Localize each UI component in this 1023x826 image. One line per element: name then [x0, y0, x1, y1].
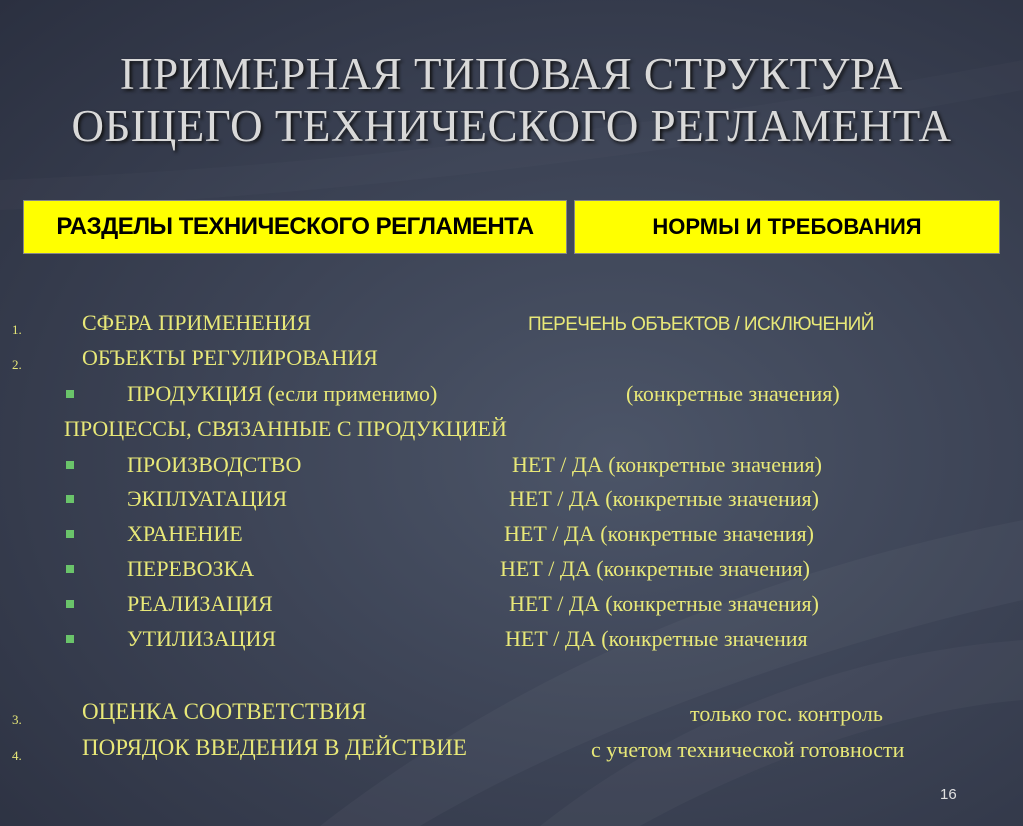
process-value: НЕТ / ДА (конкретные значения)	[509, 591, 819, 616]
item-number: 4.	[12, 748, 22, 763]
process-value: НЕТ / ДА (конкретные значения)	[512, 452, 822, 477]
bullet-icon	[66, 461, 74, 469]
page-title	[0, 48, 1023, 152]
process-value: НЕТ / ДА (конкретные значения	[505, 626, 808, 651]
bullet-icon	[66, 635, 74, 643]
item-number: 3.	[12, 712, 22, 727]
item-value-scope: ПЕРЕЧЕНЬ ОБЪЕКТОВ / ИСКЛЮЧЕНИЙ	[528, 314, 874, 335]
item-label-objects: ОБЪЕКТЫ РЕГУЛИРОВАНИЯ	[82, 345, 378, 370]
process-label: РЕАЛИЗАЦИЯ	[127, 591, 273, 616]
bullet-icon	[66, 600, 74, 608]
bullet-icon	[66, 495, 74, 503]
item-label-scope: СФЕРА ПРИМЕНЕНИЯ	[82, 310, 312, 335]
item-number: 2.	[12, 357, 22, 372]
item-label-enactment: ПОРЯДОК ВВЕДЕНИЯ В ДЕЙСТВИЕ	[82, 735, 467, 760]
header-sections-box: РАЗДЕЛЫ ТЕХНИЧЕСКОГО РЕГЛАМЕНТА	[23, 200, 567, 254]
item-value-conformity: только гос. контроль	[690, 701, 883, 726]
title-line-2: ОБЩЕГО ТЕХНИЧЕСКОГО РЕГЛАМЕНТА	[71, 101, 952, 151]
process-label: ЭКПЛУАТАЦИЯ	[127, 486, 288, 511]
process-label: ПЕРЕВОЗКА	[127, 556, 255, 581]
process-label: ХРАНЕНИЕ	[127, 521, 243, 546]
item-number: 1.	[12, 322, 22, 337]
process-label: УТИЛИЗАЦИЯ	[127, 626, 277, 651]
title-line-1: ПРИМЕРНАЯ ТИПОВАЯ СТРУКТУРА	[120, 49, 903, 99]
processes-heading: ПРОЦЕССЫ, СВЯЗАННЫЕ С ПРОДУКЦИЕЙ	[64, 416, 507, 441]
item-value-enactment: с учетом технической готовности	[591, 737, 905, 762]
bullet-icon	[66, 390, 74, 398]
bullet-icon	[66, 565, 74, 573]
header-norms-box: НОРМЫ И ТРЕБОВАНИЯ	[574, 200, 1000, 254]
product-label: ПРОДУКЦИЯ (если применимо)	[127, 381, 438, 406]
item-label-conformity: ОЦЕНКА СООТВЕТСТВИЯ	[82, 699, 367, 724]
page-number: 16	[940, 786, 957, 803]
process-value: НЕТ / ДА (конкретные значения)	[509, 486, 819, 511]
process-value: НЕТ / ДА (конкретные значения)	[504, 521, 814, 546]
process-value: НЕТ / ДА (конкретные значения)	[500, 556, 810, 581]
bullet-icon	[66, 530, 74, 538]
product-value: (конкретные значения)	[626, 381, 840, 406]
process-label: ПРОИЗВОДСТВО	[127, 452, 302, 477]
